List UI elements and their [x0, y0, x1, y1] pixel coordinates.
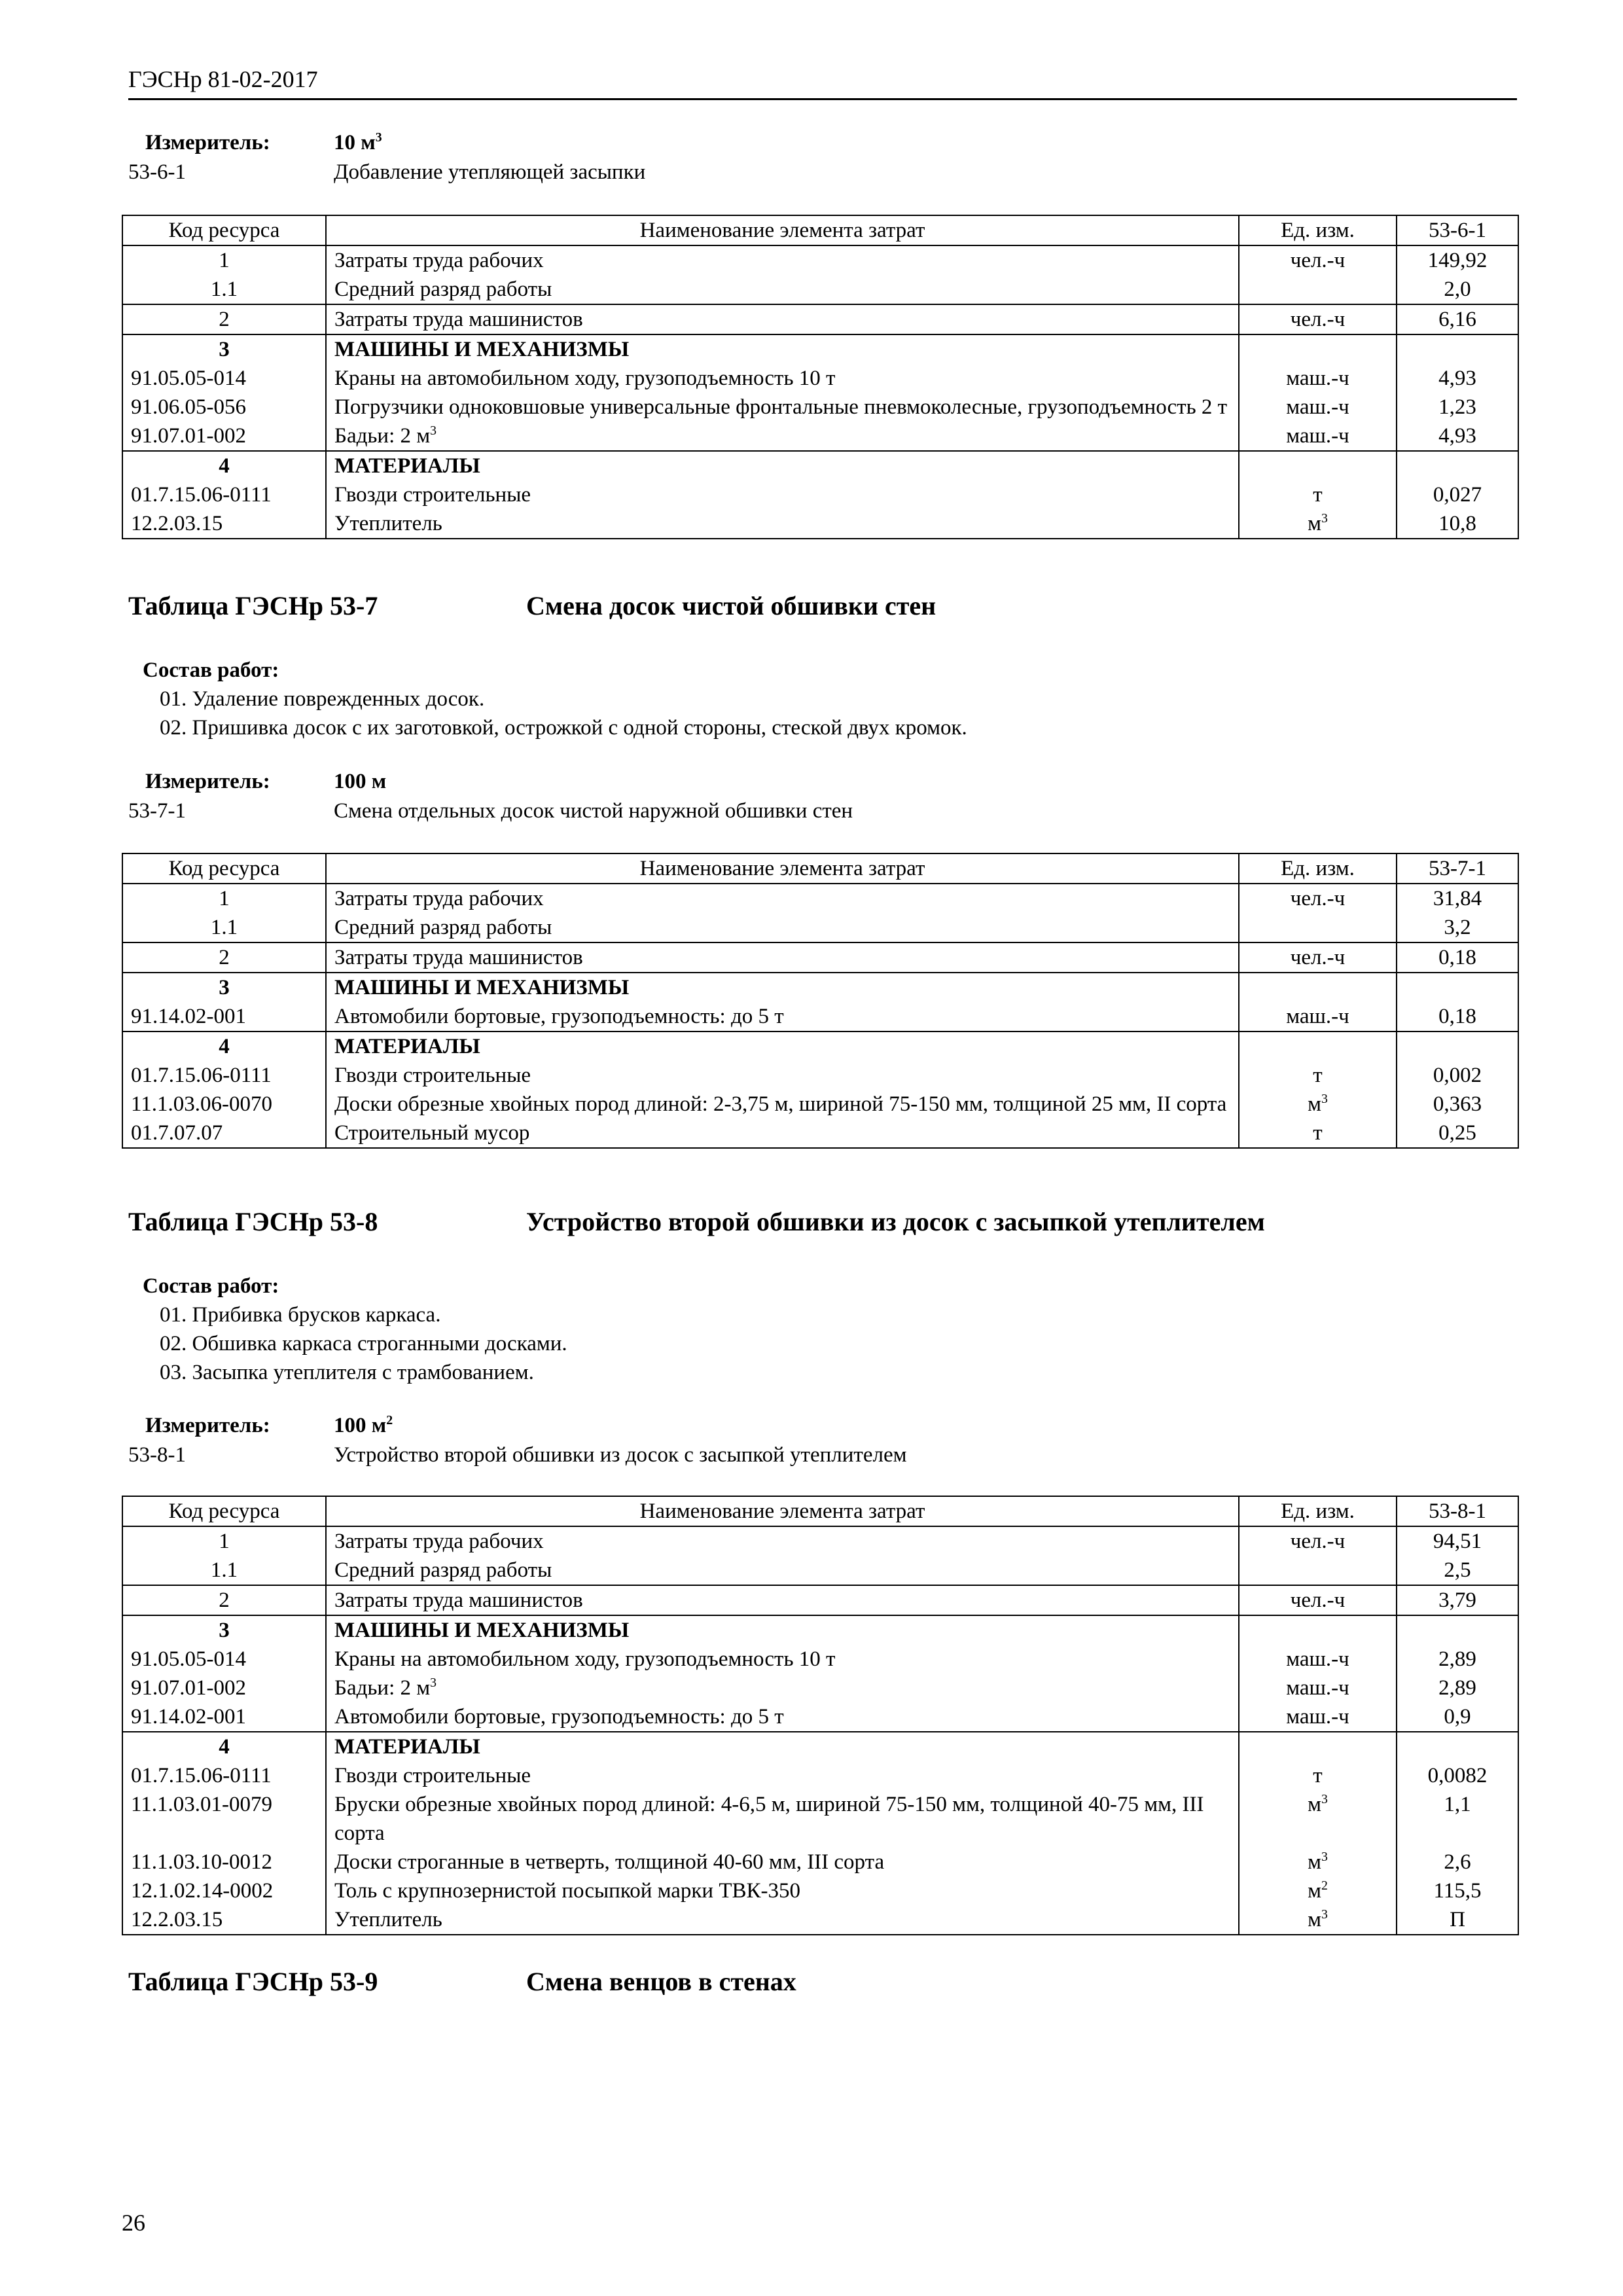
table-row — [122, 1031, 1518, 1061]
value-cell — [1397, 451, 1518, 480]
resource-name-text: Автомобили бортовые, грузоподъемность: до 5 т — [334, 1705, 784, 1729]
resource-name-cell — [326, 1761, 1239, 1790]
unit-text: чел.-ч — [1290, 887, 1346, 910]
resource-code-cell: 1.1 — [122, 1556, 326, 1585]
resource-table — [122, 1496, 1519, 1935]
superscript: 3 — [1321, 1850, 1328, 1864]
value-cell: 0,363 — [1397, 1090, 1518, 1119]
table-row — [122, 1061, 1518, 1090]
resource-name-text: МАШИНЫ И МЕХАНИЗМЫ — [334, 1619, 630, 1642]
resource-code-cell: 12.2.03.15 — [122, 1905, 326, 1935]
value-cell: П — [1397, 1905, 1518, 1935]
value-cell: 0,25 — [1397, 1119, 1518, 1148]
resource-name-cell — [326, 1790, 1239, 1848]
unit-cell — [1239, 480, 1397, 509]
unit-cell — [1239, 304, 1397, 334]
resource-name-text: МАТЕРИАЛЫ — [334, 1735, 480, 1759]
value-cell: 0,002 — [1397, 1061, 1518, 1090]
page-number: 26 — [122, 2210, 145, 2236]
table-row — [122, 1556, 1518, 1585]
superscript: 3 — [1321, 1792, 1328, 1806]
resource-code-cell: 91.06.05-056 — [122, 393, 326, 422]
resource-code-cell: 1 — [122, 245, 326, 275]
value-cell: 0,027 — [1397, 480, 1518, 509]
resource-code-cell: 3 — [122, 334, 326, 364]
unit-text: т — [1313, 1064, 1323, 1087]
column-header: Ед. изм. — [1239, 215, 1397, 245]
resource-name-text: Автомобили бортовые, грузоподъемность: до 5 т — [334, 1005, 784, 1028]
unit-text: чел.-ч — [1290, 308, 1346, 331]
resource-name-cell — [326, 1674, 1239, 1702]
meter-block — [128, 128, 1517, 187]
unit-cell — [1239, 422, 1397, 451]
unit-text: маш.-ч — [1286, 1705, 1349, 1729]
value-cell: 1,1 — [1397, 1790, 1518, 1848]
meter-label: Измеритель: — [145, 131, 270, 154]
table-row — [122, 480, 1518, 509]
value-cell: 3,79 — [1397, 1585, 1518, 1615]
unit-cell — [1239, 1090, 1397, 1119]
unit-cell — [1239, 1119, 1397, 1148]
table-name: Устройство второй обшивки из досок с засыпкой утеплителем — [526, 1207, 1265, 1236]
column-header: Наименование элемента затрат — [326, 1496, 1239, 1526]
resource-name-cell — [326, 1031, 1239, 1061]
resource-name-cell — [326, 1615, 1239, 1645]
unit-text: м — [1308, 1793, 1321, 1816]
column-header: Наименование элемента затрат — [326, 215, 1239, 245]
resource-name-cell — [326, 1002, 1239, 1031]
column-header: Ед. изм. — [1239, 853, 1397, 884]
resource-code-cell: 91.05.05-014 — [122, 1645, 326, 1674]
column-header: 53-7-1 — [1397, 853, 1518, 884]
composition-item: 03. Засыпка утеплителя с трамбованием. — [160, 1361, 534, 1384]
table-header-row — [122, 215, 1518, 245]
unit-cell — [1239, 942, 1397, 973]
resource-name-cell — [326, 275, 1239, 304]
column-header: 53-6-1 — [1397, 215, 1518, 245]
table-row — [122, 364, 1518, 393]
resource-name-cell — [326, 942, 1239, 973]
table-row — [122, 973, 1518, 1002]
table-row — [122, 1761, 1518, 1790]
meter-block — [128, 767, 1517, 826]
table-row — [122, 1090, 1518, 1119]
resource-name-text: Затраты труда рабочих — [334, 1530, 544, 1553]
value-cell: 2,6 — [1397, 1848, 1518, 1876]
resource-name-text: Краны на автомобильном ходу, грузоподъемность 10 т — [334, 367, 836, 390]
table-row — [122, 509, 1518, 539]
value-cell: 4,93 — [1397, 364, 1518, 393]
norm-code: 53-6-1 — [128, 160, 186, 184]
resource-name-text: Гвозди строительные — [334, 1764, 531, 1787]
value-cell — [1397, 973, 1518, 1002]
resource-name-text: Бадьи: 2 м — [334, 1676, 431, 1700]
value-cell — [1397, 1732, 1518, 1761]
unit-text: маш.-ч — [1286, 1647, 1349, 1671]
resource-name-cell — [326, 973, 1239, 1002]
value-cell: 0,9 — [1397, 1702, 1518, 1732]
unit-text: м — [1308, 1092, 1321, 1116]
resource-code-cell: 01.7.07.07 — [122, 1119, 326, 1148]
norm-code: 53-8-1 — [128, 1443, 186, 1467]
resource-name-cell — [326, 509, 1239, 539]
table-header-row — [122, 853, 1518, 884]
resource-name-text: МАШИНЫ И МЕХАНИЗМЫ — [334, 976, 630, 999]
value-cell: 2,89 — [1397, 1674, 1518, 1702]
table-row — [122, 304, 1518, 334]
table-row — [122, 275, 1518, 304]
resource-name-text: МАШИНЫ И МЕХАНИЗМЫ — [334, 338, 630, 361]
resource-code-cell: 12.1.02.14-0002 — [122, 1876, 326, 1905]
resource-code-cell: 4 — [122, 1031, 326, 1061]
unit-cell — [1239, 364, 1397, 393]
table-row — [122, 451, 1518, 480]
unit-cell — [1239, 275, 1397, 304]
resource-name-cell — [326, 1702, 1239, 1732]
unit-cell — [1239, 1556, 1397, 1585]
value-cell: 0,18 — [1397, 1002, 1518, 1031]
resource-name-text: Гвозди строительные — [334, 483, 531, 507]
unit-cell — [1239, 1061, 1397, 1090]
resource-name-text: Средний разряд работы — [334, 278, 552, 301]
unit-cell — [1239, 1702, 1397, 1732]
resource-name-cell — [326, 1526, 1239, 1556]
resource-name-cell — [326, 364, 1239, 393]
resource-code-cell: 11.1.03.06-0070 — [122, 1090, 326, 1119]
resource-code-cell: 91.07.01-002 — [122, 422, 326, 451]
resource-name-text: Утеплитель — [334, 1908, 442, 1931]
table-row — [122, 1876, 1518, 1905]
unit-text: маш.-ч — [1286, 395, 1349, 419]
unit-text: маш.-ч — [1286, 1005, 1349, 1028]
resource-name-cell — [326, 451, 1239, 480]
resource-name-cell — [326, 1848, 1239, 1876]
resource-name-text: Бруски обрезные хвойных пород длиной: 4-6,5 м, шириной 75-150 мм, толщиной 40-75 мм, III сорта — [334, 1793, 1204, 1845]
table-name: Смена досок чистой обшивки стен — [526, 591, 936, 620]
unit-text: маш.-ч — [1286, 367, 1349, 390]
resource-name-cell — [326, 1556, 1239, 1585]
norm-description: Добавление утепляющей засыпки — [334, 160, 646, 184]
resource-name-text: Утеплитель — [334, 512, 442, 535]
unit-cell — [1239, 913, 1397, 942]
value-cell: 115,5 — [1397, 1876, 1518, 1905]
value-cell: 2,89 — [1397, 1645, 1518, 1674]
value-cell: 31,84 — [1397, 884, 1518, 913]
unit-cell — [1239, 1790, 1397, 1848]
resource-name-text: Затраты труда рабочих — [334, 249, 544, 272]
resource-name-cell — [326, 1585, 1239, 1615]
value-cell: 1,23 — [1397, 393, 1518, 422]
norm-code: 53-7-1 — [128, 799, 186, 823]
resource-code-cell: 1 — [122, 1526, 326, 1556]
resource-name-cell — [326, 480, 1239, 509]
resource-code-cell: 11.1.03.01-0079 — [122, 1790, 326, 1848]
value-cell: 2,0 — [1397, 275, 1518, 304]
resource-name-cell — [326, 1905, 1239, 1935]
resource-name-text: Гвозди строительные — [334, 1064, 531, 1087]
superscript: 3 — [1321, 1907, 1328, 1922]
unit-text: м — [1308, 1850, 1321, 1874]
table-name: Смена венцов в стенах — [526, 1967, 796, 1996]
resource-code-cell: 91.14.02-001 — [122, 1702, 326, 1732]
unit-cell — [1239, 1585, 1397, 1615]
resource-code-cell: 91.07.01-002 — [122, 1674, 326, 1702]
resource-name-text: Средний разряд работы — [334, 1558, 552, 1582]
resource-code-cell: 2 — [122, 1585, 326, 1615]
resource-name-text: МАТЕРИАЛЫ — [334, 1035, 480, 1058]
unit-text: чел.-ч — [1290, 249, 1346, 272]
value-cell: 149,92 — [1397, 245, 1518, 275]
resource-code-cell: 11.1.03.10-0012 — [122, 1848, 326, 1876]
unit-cell — [1239, 1526, 1397, 1556]
table-row — [122, 884, 1518, 913]
table-row — [122, 1905, 1518, 1935]
table-title — [128, 1206, 1265, 1237]
superscript: 3 — [1321, 1092, 1328, 1106]
value-cell — [1397, 1615, 1518, 1645]
resource-name-text: Затраты труда машинистов — [334, 1588, 583, 1612]
superscript: 3 — [1321, 511, 1328, 526]
resource-code-cell: 12.2.03.15 — [122, 509, 326, 539]
resource-name-cell — [326, 245, 1239, 275]
column-header: Код ресурса — [122, 1496, 326, 1526]
resource-name-cell — [326, 913, 1239, 942]
unit-cell — [1239, 245, 1397, 275]
column-header: Ед. изм. — [1239, 1496, 1397, 1526]
table-row — [122, 422, 1518, 451]
resource-name-text: МАТЕРИАЛЫ — [334, 454, 480, 478]
resource-code-cell: 3 — [122, 973, 326, 1002]
resource-table — [122, 215, 1519, 539]
column-header: Код ресурса — [122, 215, 326, 245]
table-number: Таблица ГЭСНр 53-8 — [128, 1207, 378, 1236]
composition-title: Состав работ: — [143, 1274, 279, 1298]
resource-code-cell: 01.7.15.06-0111 — [122, 1761, 326, 1790]
composition-title: Состав работ: — [143, 658, 279, 682]
value-cell — [1397, 1031, 1518, 1061]
resource-table — [122, 853, 1519, 1149]
norm-description: Устройство второй обшивки из досок с засыпкой утеплителем — [334, 1443, 907, 1467]
resource-name-cell — [326, 1645, 1239, 1674]
resource-name-text: Краны на автомобильном ходу, грузоподъемность 10 т — [334, 1647, 836, 1671]
unit-cell — [1239, 973, 1397, 1002]
unit-cell — [1239, 1905, 1397, 1935]
table-row — [122, 1674, 1518, 1702]
value-cell: 0,18 — [1397, 942, 1518, 973]
unit-cell — [1239, 451, 1397, 480]
unit-cell — [1239, 393, 1397, 422]
header-rule — [128, 98, 1517, 100]
composition-item: 02. Пришивка досок с их заготовкой, острожкой с одной стороны, стеской двух кромок. — [160, 716, 967, 740]
table-title — [128, 1966, 796, 1997]
table-row — [122, 1848, 1518, 1876]
unit-cell — [1239, 1761, 1397, 1790]
resource-name-cell — [326, 1090, 1239, 1119]
table-row — [122, 1615, 1518, 1645]
work-composition — [143, 656, 967, 742]
column-header: Код ресурса — [122, 853, 326, 884]
unit-text: м — [1308, 1908, 1321, 1931]
resource-name-text: Средний разряд работы — [334, 916, 552, 939]
resource-code-cell: 1.1 — [122, 913, 326, 942]
resource-code-cell: 3 — [122, 1615, 326, 1645]
resource-name-text: Толь с крупнозернистой посыпкой марки ТВК-350 — [334, 1879, 801, 1903]
resource-name-cell — [326, 884, 1239, 913]
value-cell: 3,2 — [1397, 913, 1518, 942]
meter-block — [128, 1411, 1517, 1470]
meter-label: Измеритель: — [145, 1414, 270, 1437]
composition-item: 01. Удаление поврежденных досок. — [160, 687, 485, 711]
table-row — [122, 1002, 1518, 1031]
table-row — [122, 913, 1518, 942]
unit-text: чел.-ч — [1290, 1588, 1346, 1612]
meter-value: 10 $м^3$ — [334, 130, 382, 154]
resource-name-cell — [326, 1876, 1239, 1905]
table-row — [122, 1732, 1518, 1761]
resource-code-cell: 91.05.05-014 — [122, 364, 326, 393]
value-cell: 2,5 — [1397, 1556, 1518, 1585]
unit-text: т — [1313, 1121, 1323, 1145]
table-row — [122, 942, 1518, 973]
column-header: Наименование элемента затрат — [326, 853, 1239, 884]
resource-name-cell — [326, 1061, 1239, 1090]
resource-name-cell — [326, 422, 1239, 451]
table-row — [122, 1790, 1518, 1848]
resource-name-text: Строительный мусор — [334, 1121, 530, 1145]
resource-code-cell: 1.1 — [122, 275, 326, 304]
unit-text: м — [1308, 512, 1321, 535]
resource-code-cell: 4 — [122, 1732, 326, 1761]
value-cell: 6,16 — [1397, 304, 1518, 334]
meter-label: Измеритель: — [145, 770, 270, 793]
resource-name-cell — [326, 1119, 1239, 1148]
meter-value: 100 $м^2$ — [334, 1413, 393, 1437]
unit-text: маш.-ч — [1286, 1676, 1349, 1700]
table-row — [122, 334, 1518, 364]
value-cell: 4,93 — [1397, 422, 1518, 451]
unit-text: м — [1308, 1879, 1321, 1903]
unit-cell — [1239, 334, 1397, 364]
resource-name-text: Бадьи: 2 м — [334, 424, 431, 448]
resource-code-cell: 91.14.02-001 — [122, 1002, 326, 1031]
unit-text: чел.-ч — [1290, 1530, 1346, 1553]
table-row — [122, 1585, 1518, 1615]
resource-code-cell: 4 — [122, 451, 326, 480]
composition-item: 02. Обшивка каркаса строганными досками. — [160, 1332, 567, 1355]
resource-name-text: Доски обрезные хвойных пород длиной: 2-3,75 м, шириной 75-150 мм, толщиной 25 мм, II сорта — [334, 1092, 1227, 1116]
table-header-row — [122, 1496, 1518, 1526]
table-row — [122, 1645, 1518, 1674]
table-row — [122, 245, 1518, 275]
unit-cell — [1239, 1615, 1397, 1645]
table-row — [122, 1526, 1518, 1556]
meter-value: 100 м — [334, 770, 387, 793]
table-number: Таблица ГЭСНр 53-7 — [128, 591, 378, 620]
resource-name-text: Затраты труда рабочих — [334, 887, 544, 910]
composition-item: 01. Прибивка брусков каркаса. — [160, 1303, 441, 1327]
unit-cell — [1239, 1876, 1397, 1905]
unit-cell — [1239, 1002, 1397, 1031]
table-title — [128, 590, 936, 621]
superscript: 3 — [430, 423, 437, 438]
unit-text: т — [1313, 1764, 1323, 1787]
norm-description: Смена отдельных досок чистой наружной обшивки стен — [334, 799, 853, 823]
resource-code-cell: 2 — [122, 304, 326, 334]
unit-cell — [1239, 884, 1397, 913]
resource-name-cell — [326, 304, 1239, 334]
resource-name-cell — [326, 393, 1239, 422]
unit-cell — [1239, 1732, 1397, 1761]
unit-text: маш.-ч — [1286, 424, 1349, 448]
unit-cell — [1239, 1848, 1397, 1876]
unit-cell — [1239, 1645, 1397, 1674]
column-header: 53-8-1 — [1397, 1496, 1518, 1526]
resource-code-cell: 1 — [122, 884, 326, 913]
resource-code-cell: 01.7.15.06-0111 — [122, 1061, 326, 1090]
value-cell: 0,0082 — [1397, 1761, 1518, 1790]
unit-cell — [1239, 509, 1397, 539]
table-number: Таблица ГЭСНр 53-9 — [128, 1967, 378, 1996]
resource-name-text: Затраты труда машинистов — [334, 946, 583, 969]
table-row — [122, 393, 1518, 422]
resource-code-cell: 01.7.15.06-0111 — [122, 480, 326, 509]
resource-name-cell — [326, 334, 1239, 364]
unit-cell — [1239, 1031, 1397, 1061]
document-code-header: ГЭСНр 81-02-2017 — [128, 66, 318, 92]
resource-name-cell — [326, 1732, 1239, 1761]
value-cell: 94,51 — [1397, 1526, 1518, 1556]
superscript: 3 — [430, 1676, 437, 1690]
resource-name-text: Доски строганные в четверть, толщиной 40-60 мм, III сорта — [334, 1850, 885, 1874]
resource-name-text: Погрузчики одноковшовые универсальные фронтальные пневмоколесные, грузоподъемность 2 т — [334, 395, 1228, 419]
unit-text: чел.-ч — [1290, 946, 1346, 969]
table-row — [122, 1119, 1518, 1148]
work-composition — [143, 1272, 567, 1387]
unit-text: т — [1313, 483, 1323, 507]
table-row — [122, 1702, 1518, 1732]
unit-cell — [1239, 1674, 1397, 1702]
resource-name-text: Затраты труда машинистов — [334, 308, 583, 331]
value-cell: 10,8 — [1397, 509, 1518, 539]
resource-code-cell: 2 — [122, 942, 326, 973]
superscript: 2 — [1321, 1878, 1328, 1893]
value-cell — [1397, 334, 1518, 364]
